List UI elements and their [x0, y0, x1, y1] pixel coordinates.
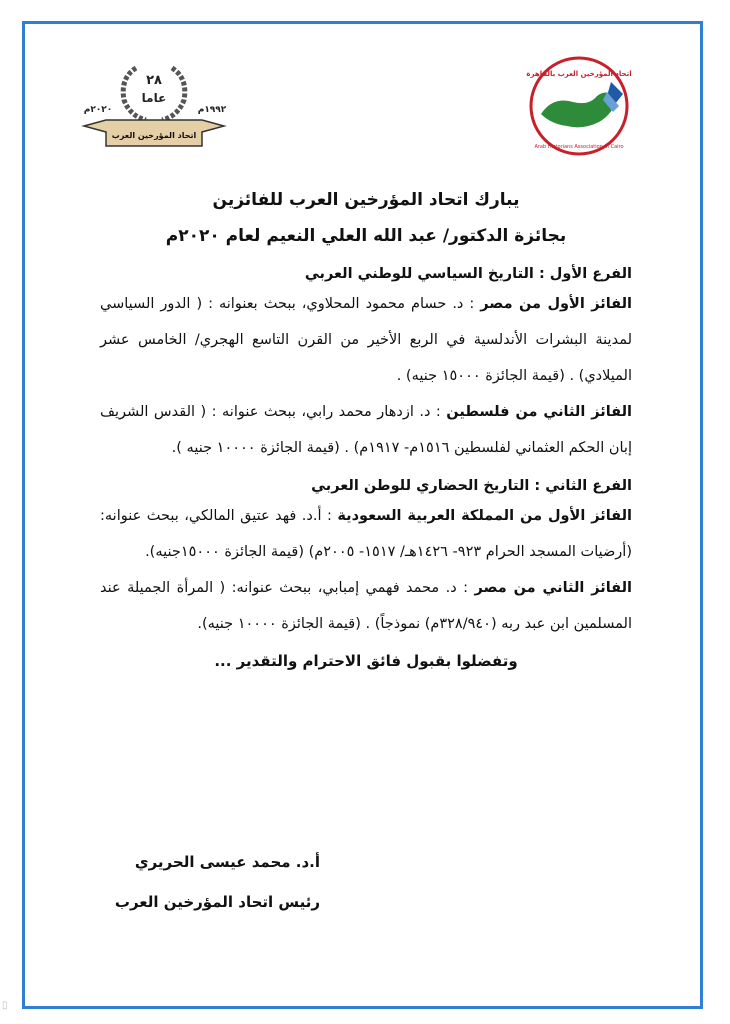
branch-2-winner-2	[100, 570, 632, 642]
branch-2-winner-1	[100, 498, 632, 570]
corner-mark-icon: ▯	[2, 1000, 8, 1011]
logo-english-text: Arab Historians Association in Cairo	[534, 144, 624, 150]
signatory-role: رئيس اتحاد المؤرخين العرب	[114, 893, 320, 911]
branch-2-winner-2-text: : د. محمد فهمي إمبابي، ببحث عنوانه: ( المرأة الجميلة عند المسلمين ابن عبد ربه (٣٢٨/٩٤٠م) نموذجاً) . (قيمة الجائزة ١٠٠٠٠ جنيه).	[100, 580, 632, 632]
headline-line-2: بجائزة الدكتور/ عبد الله العلي النعيم لعام ٢٠٢٠م	[165, 226, 567, 246]
branch-2-title: الفرع الثاني : التاريخ الحضاري للوطن العربي	[311, 478, 632, 494]
branch-2-winner-2-label: الفائز الثاني من مصر	[474, 580, 633, 596]
association-logo	[523, 52, 635, 164]
signature-block	[100, 842, 320, 922]
branch-2-winner-1-label: الفائز الأول من المملكة العربية السعودية	[337, 508, 632, 524]
anniversary-logo	[80, 60, 228, 155]
logo-years-word: عاما	[141, 91, 167, 105]
letter-body	[100, 182, 632, 676]
branch-1-winner-1	[100, 286, 632, 394]
closing-line: وتفضلوا بقبول فائق الاحترام والتقدير ...	[214, 652, 518, 670]
branch-1-winner-1-text: : د. حسام محمود المحلاوي، ببحث بعنوانه : ( الدور السياسي لمدينة البشرات الأندلسية في الربع الأخير من القرن التاسع الهجري/ الخامس عشر الميلادي) . (قيمة الجائزة ١٥٠٠٠ جنيه) .	[100, 296, 632, 384]
headline-line-1: يبارك اتحاد المؤرخين العرب للفائزين	[212, 190, 520, 210]
signatory-name: أ.د. محمد عيسى الحريري	[134, 853, 320, 871]
logo-years: ٢٨	[146, 73, 162, 88]
branch-2-winner-1-text: : أ.د. فهد عتيق المالكي، ببحث عنوانه: (أرضيات المسجد الحرام ٩٢٣- ١٤٢٦هـ/ ١٥١٧- ٢٠٠٥م) (قيمة الجائزة ١٥٠٠٠جنيه).	[100, 508, 632, 560]
logo-year-start: ١٩٩٢م	[197, 105, 227, 115]
branch-1-winner-2-label: الفائز الثاني من فلسطين	[446, 404, 633, 420]
branch-1-winner-2	[100, 394, 632, 466]
logo-year-end: ٢٠٢٠م	[83, 105, 113, 115]
logo-ribbon-text: اتحاد المؤرخين العرب	[111, 131, 197, 140]
branch-1-title: الفرع الأول : التاريخ السياسي للوطني العربي	[304, 266, 632, 282]
logo-arabic-text: اتحاد المؤرخين العرب بالقاهرة	[526, 70, 632, 78]
branch-1-winner-2-text: : د. ازدهار محمد رابي، ببحث عنوانه : ( القدس الشريف إبان الحكم العثماني لفلسطين ١٥١٦م- ١٩١٧م) . (قيمة الجائزة ١٠٠٠٠ جنيه ).	[100, 404, 632, 456]
branch-1-winner-1-label: الفائز الأول من مصر	[480, 296, 632, 312]
